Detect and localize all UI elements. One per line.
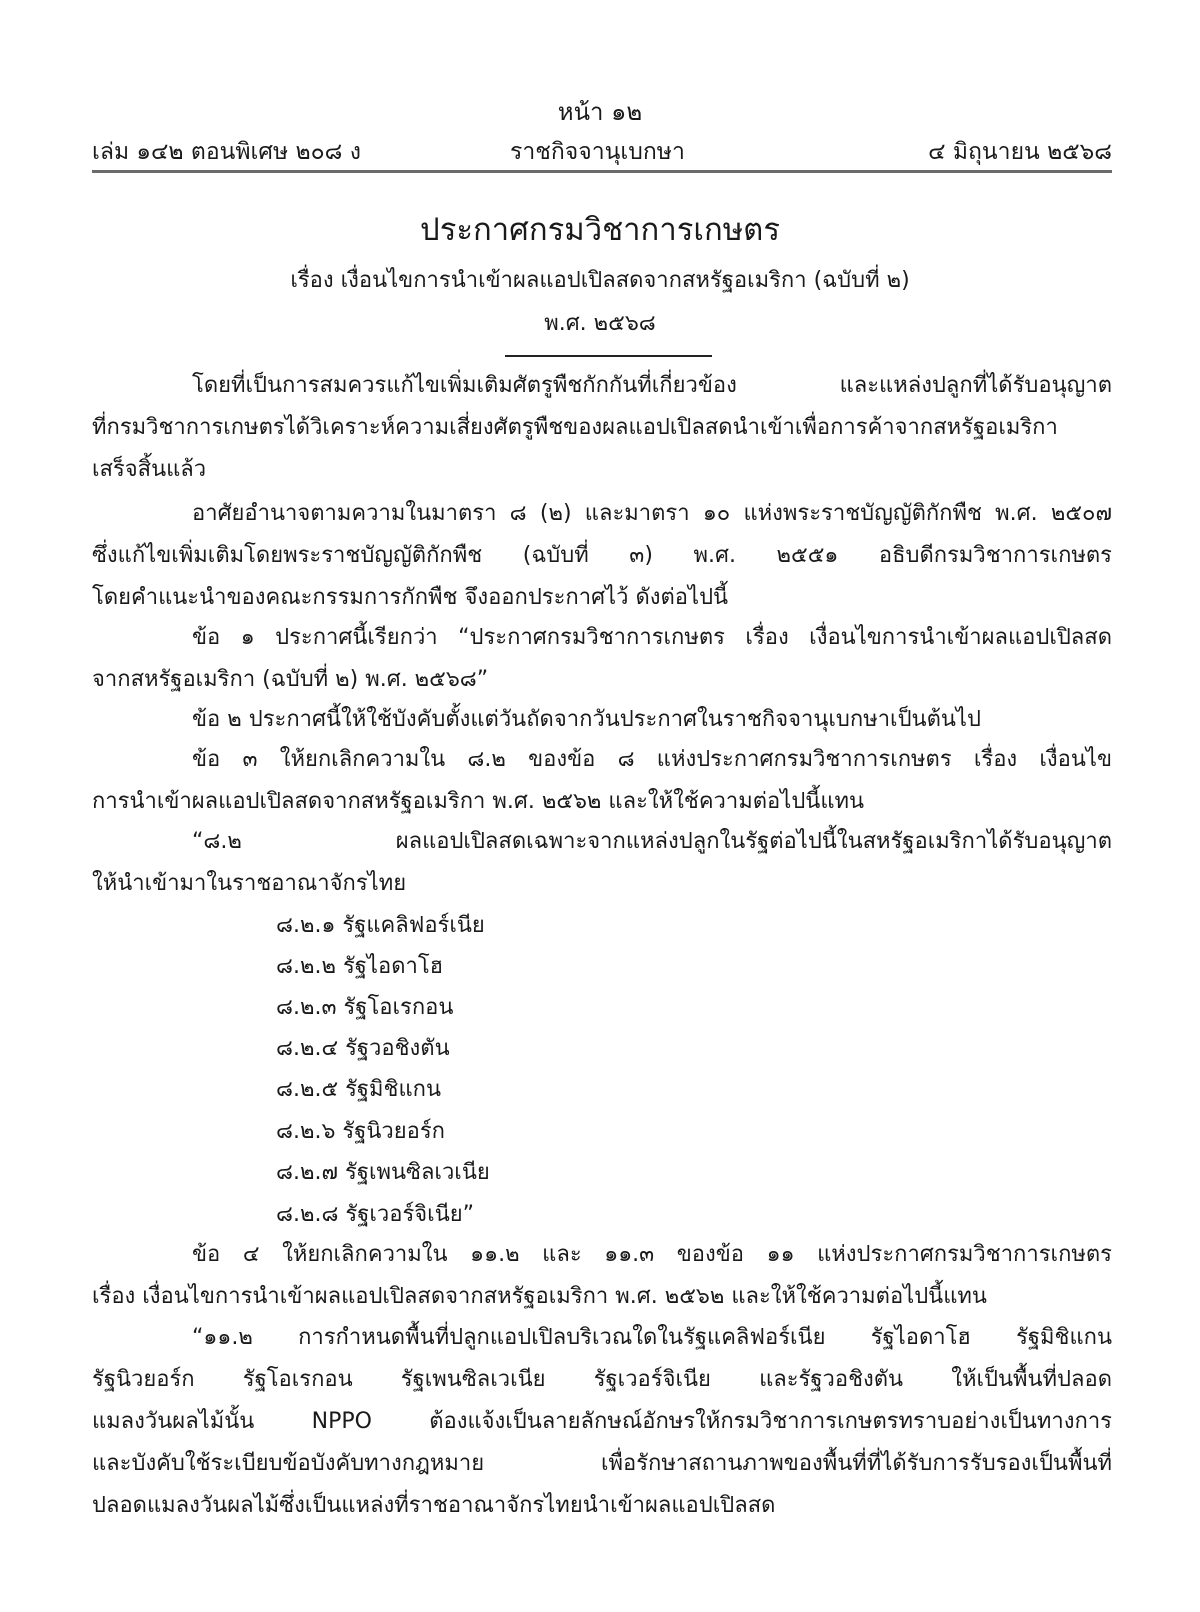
publication-date: ๔ มิถุนายน ๒๕๖๘ <box>928 139 1112 165</box>
document-subject: เรื่อง เงื่อนไขการนำเข้าผลแอปเปิลสดจากสหรัฐอเมริกา (ฉบับที่ ๒) <box>290 268 910 293</box>
body-line: และบังคับใช้ระเบียบข้อบังคับทางกฎหมาย เพื่อรักษาสถานภาพของพื้นที่ที่ได้รับการรับรองเป็นพื้นที่ <box>92 1451 1112 1476</box>
document-title: ประกาศกรมวิชาการเกษตร <box>420 212 780 248</box>
list-item: ๘.๒.๖ รัฐนิวยอร์ก <box>276 1119 446 1144</box>
body-line: ปลอดแมลงวันผลไม้ซึ่งเป็นแหล่งที่ราชอาณาจักรไทยนำเข้าผลแอปเปิลสด <box>92 1493 776 1518</box>
clause-1: ข้อ ๑ ประกาศนี้เรียกว่า “ประกาศกรมวิชาการเกษตร เรื่อง เงื่อนไขการนำเข้าผลแอปเปิลสด <box>192 625 1112 650</box>
gazette-name: ราชกิจจานุเบกษา <box>510 139 685 165</box>
body-line: ที่กรมวิชาการเกษตรได้วิเคราะห์ความเสี่ยงศัตรูพืชของผลแอปเปิลสดนำเข้าเพื่อการค้าจากสหรัฐอเมริกา <box>92 415 1058 440</box>
body-line: โดยคำแนะนำของคณะกรรมการกักพืช จึงออกประกาศไว้ ดังต่อไปนี้ <box>92 585 729 610</box>
body-line: “๘.๒ ผลแอปเปิลสดเฉพาะจากแหล่งปลูกในรัฐต่อไปนี้ในสหรัฐอเมริกาได้รับอนุญาต <box>192 829 1112 854</box>
list-item: ๘.๒.๕ รัฐมิชิแกน <box>276 1077 442 1102</box>
body-line: รัฐนิวยอร์ก รัฐโอเรกอน รัฐเพนซิลเวเนีย รัฐเวอร์จิเนีย และรัฐวอชิงตัน ให้เป็นพื้นที่ปลอด <box>92 1367 1112 1392</box>
body-line: “๑๑.๒ การกำหนดพื้นที่ปลูกแอปเปิลบริเวณใดในรัฐแคลิฟอร์เนีย รัฐไอดาโฮ รัฐมิชิแกน <box>192 1325 1112 1350</box>
clause-3: ข้อ ๓ ให้ยกเลิกความใน ๘.๒ ของข้อ ๘ แห่งประกาศกรมวิชาการเกษตร เรื่อง เงื่อนไข <box>192 747 1112 772</box>
body-line: จากสหรัฐอเมริกา (ฉบับที่ ๒) พ.ศ. ๒๕๖๘” <box>92 667 489 692</box>
list-item: ๘.๒.๓ รัฐโอเรกอน <box>276 995 454 1020</box>
body-line: ให้นำเข้ามาในราชอาณาจักรไทย <box>92 871 407 896</box>
body-line: เรื่อง เงื่อนไขการนำเข้าผลแอปเปิลสดจากสหรัฐอเมริกา พ.ศ. ๒๕๖๒ และให้ใช้ความต่อไปนี้แทน <box>92 1284 987 1309</box>
volume-info: เล่ม ๑๔๒ ตอนพิเศษ ๒๐๘ ง <box>92 139 361 165</box>
gazette-header <box>92 134 1112 168</box>
body-line: การนำเข้าผลแอปเปิลสดจากสหรัฐอเมริกา พ.ศ. ๒๕๖๒ และให้ใช้ความต่อไปนี้แทน <box>92 789 865 814</box>
list-item: ๘.๒.๗ รัฐเพนซิลเวเนีย <box>276 1160 490 1185</box>
clause-2: ข้อ ๒ ประกาศนี้ให้ใช้บังคับตั้งแต่วันถัดจากวันประกาศในราชกิจจานุเบกษาเป็นต้นไป <box>192 707 981 732</box>
list-item: ๘.๒.๔ รัฐวอชิงตัน <box>276 1036 450 1061</box>
clause-4: ข้อ ๔ ให้ยกเลิกความใน ๑๑.๒ และ ๑๑.๓ ของข้อ ๑๑ แห่งประกาศกรมวิชาการเกษตร <box>192 1242 1112 1267</box>
list-item: ๘.๒.๑ รัฐแคลิฟอร์เนีย <box>276 913 485 938</box>
body-line: โดยที่เป็นการสมควรแก้ไขเพิ่มเติมศัตรูพืชกักกันที่เกี่ยวข้อง และแหล่งปลูกที่ได้รับอนุญาต <box>192 373 1112 398</box>
document-year: พ.ศ. ๒๕๖๘ <box>544 311 656 336</box>
body-line: เสร็จสิ้นแล้ว <box>92 457 207 482</box>
list-item: ๘.๒.๒ รัฐไอดาโฮ <box>276 954 444 979</box>
body-line: อาศัยอำนาจตามความในมาตรา ๘ (๒) และมาตรา ๑๐ แห่งพระราชบัญญัติกักพืช พ.ศ. ๒๕๐๗ <box>192 501 1112 526</box>
page-number: หน้า ๑๒ <box>557 98 643 126</box>
header-divider <box>92 170 1112 173</box>
list-item: ๘.๒.๘ รัฐเวอร์จิเนีย” <box>276 1202 475 1227</box>
body-line: ซึ่งแก้ไขเพิ่มเติมโดยพระราชบัญญัติกักพืช (ฉบับที่ ๓) พ.ศ. ๒๕๕๑ อธิบดีกรมวิชาการเกษตร <box>92 543 1112 568</box>
title-divider <box>505 355 712 357</box>
body-line: แมลงวันผลไม้นั้น NPPO ต้องแจ้งเป็นลายลักษณ์อักษรให้กรมวิชาการเกษตรทราบอย่างเป็นทางการ <box>92 1409 1112 1434</box>
